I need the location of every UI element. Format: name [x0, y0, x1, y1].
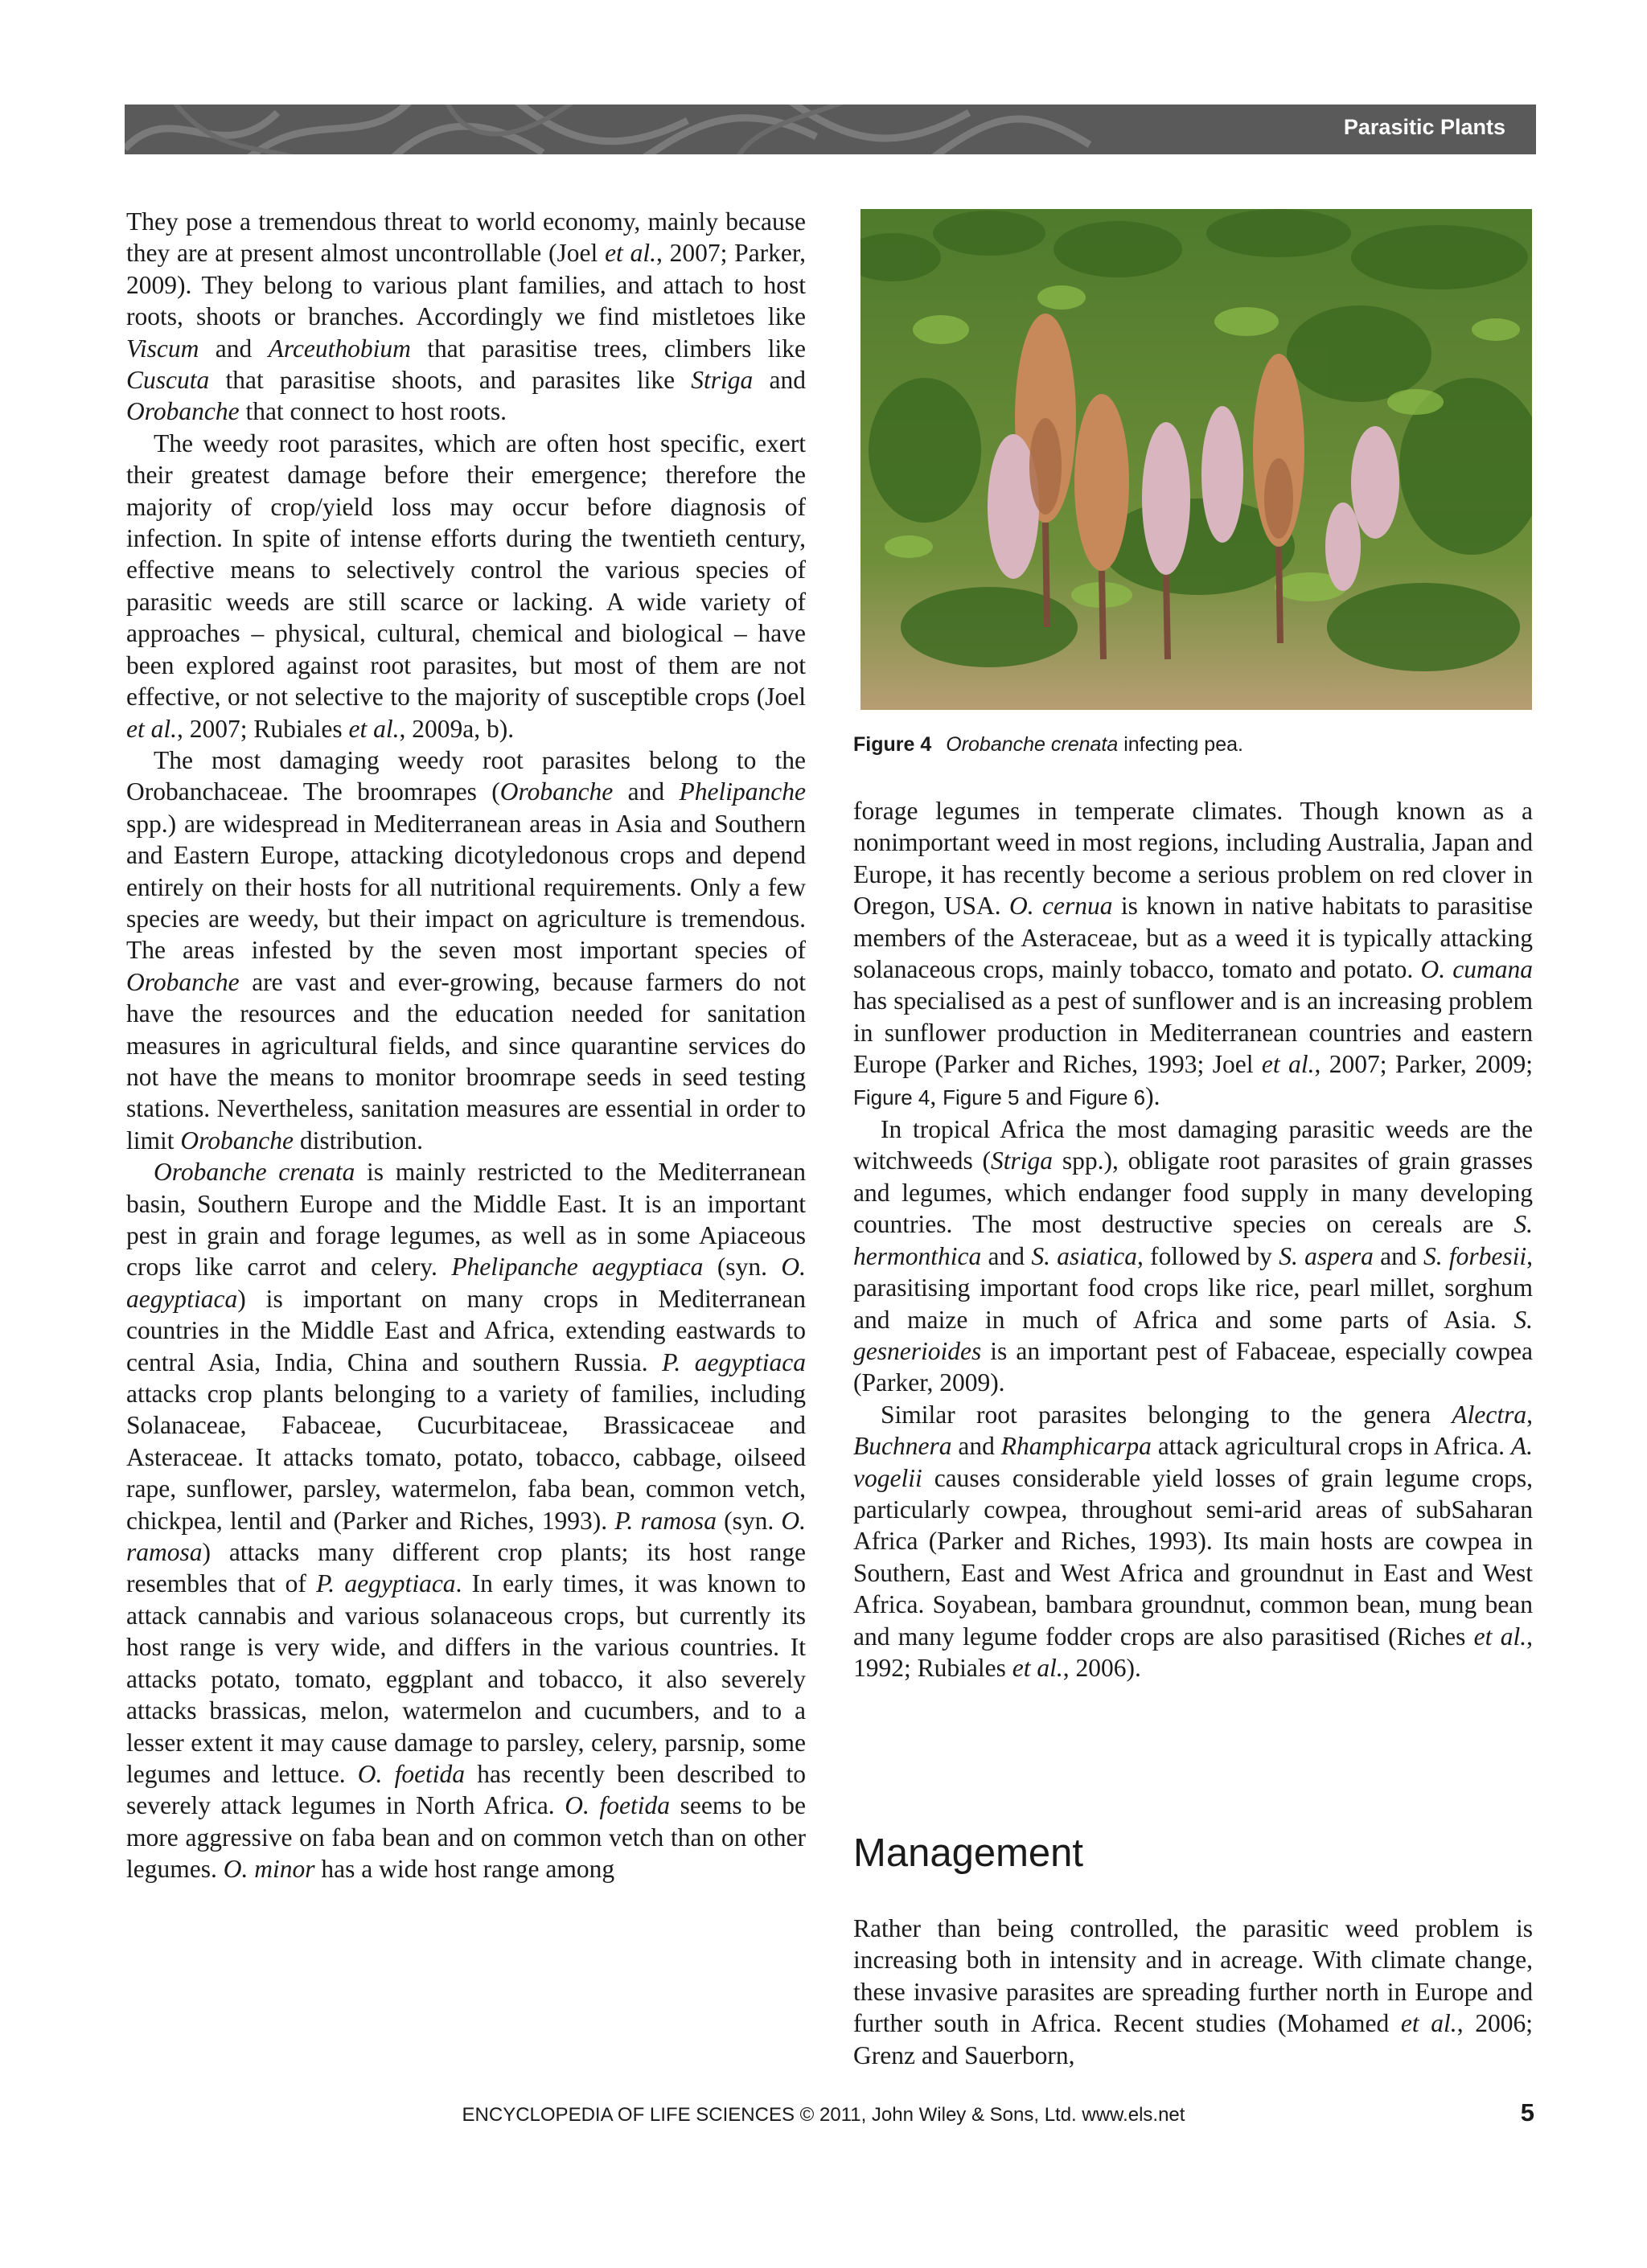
text-run: spp.), obligate root parasites of grain grasses and legumes, which endanger food supply in many developing countries. The most destructive species on cereals are: [853, 1146, 1533, 1239]
body-paragraph: [853, 1913, 1533, 2071]
figure-reference-link[interactable]: Figure 6: [1068, 1085, 1146, 1109]
text-run: and: [753, 366, 806, 395]
right-column: [853, 795, 1533, 1684]
orobanche-photo-illustration: [860, 209, 1532, 710]
text-run: ,: [1526, 1400, 1533, 1429]
body-paragraph: [126, 206, 806, 428]
text-run: that connect to host roots.: [239, 397, 507, 426]
italic-term: Striga: [691, 366, 754, 395]
text-run: is known in native habitats to parasitise members of the Asteraceae, but as a weed it is typically attacking solanaceous crops, mainly tobacco, tomato and potato.: [853, 892, 1533, 984]
italic-term: S. hermonthica: [853, 1210, 1533, 1270]
text-run: The most damaging weedy root parasites belong to the Orobanchaceae. The broomrapes (: [126, 745, 806, 806]
italic-term: Orobanche crenata: [154, 1158, 355, 1187]
figure-caption: [853, 733, 1533, 757]
text-run: is an important pest of Fabaceae, especially cowpea (Parker, 2009).: [853, 1336, 1533, 1397]
italic-term: Orobanche: [126, 397, 240, 426]
text-run: causes considerable yield losses of grain legume crops, particularly cowpea, throughout semi-arid areas of subSaharan Africa (Parker and Riches, 1993). Its main hosts are cowpea in Southern, East and West Africa and groundnut in East and West Africa. Soyabean, bambara groundnut, common bean, mung bean and many legume fodder crops are also parasitised (Riches: [853, 1463, 1533, 1651]
header-decoration: [125, 105, 1536, 154]
text-run: is mainly restricted to the Mediterranean basin, Southern Europe and the Middle East. It is an important pest in grain and forage legumes, as well as in some Apiaceous crops like carrot and celery.: [126, 1158, 806, 1282]
italic-term: et al.: [348, 714, 400, 743]
text-run: In tropical Africa the most damaging parasitic weeds are the witchweeds (: [853, 1115, 1533, 1175]
text-run: and: [951, 1432, 1001, 1461]
italic-term: Orobanche: [499, 777, 614, 806]
italic-term: Alectra: [1452, 1400, 1527, 1429]
text-run: has recently been described to severely attack legumes in North Africa.: [126, 1759, 806, 1820]
italic-term: P. aegyptiaca: [316, 1569, 456, 1598]
text-run: and: [981, 1241, 1032, 1270]
text-run: (syn.: [716, 1506, 782, 1535]
italic-term: O. foetida: [357, 1759, 466, 1788]
text-run: has a wide host range among: [314, 1855, 615, 1884]
italic-term: Viscum: [126, 334, 199, 363]
italic-term: P. aegyptiaca: [662, 1347, 806, 1376]
body-paragraph: [853, 1399, 1533, 1684]
text-run: distribution.: [293, 1126, 423, 1155]
text-run: , 1992; Rubiales: [853, 1622, 1533, 1682]
text-run: ,: [930, 1081, 943, 1110]
header-title: Parasitic Plants: [1343, 115, 1505, 139]
italic-term: Phelipanche: [679, 777, 806, 806]
text-run: attacks crop plants belonging to a variety of families, including Solanaceae, Fabaceae, Cucurbitaceae, Brassicaceae and Asteraceae. It attacks tomato, potato, tobacco, cabbage, oilseed rape, sunflower, parsley, watermelon, faba bean, common vetch, chickpea, lentil and (Parker and Riches, 1993).: [126, 1380, 806, 1535]
italic-term: S. asiatica: [1031, 1241, 1137, 1270]
figure-reference-link[interactable]: Figure 4: [853, 1085, 930, 1109]
section-heading-management: Management: [853, 1831, 1084, 1875]
italic-term: Phelipanche aegyptiaca: [451, 1253, 704, 1282]
italic-term: et al.: [126, 714, 177, 743]
text-run: . In early times, it was known to attack cannabis and various solanaceous crops, but currently its host range is very wide, and differs in the various countries. It attacks potato, tomato, eggplant and tobacco, it also severely attacks brassicas, melon, watermelon and cucumbers, and to a lesser extent it may cause damage to parsley, celery, parsnip, some legumes and lettuce.: [126, 1569, 806, 1788]
italic-term: O. foetida: [565, 1791, 670, 1820]
figure-caption-species: Orobanche crenata: [946, 733, 1119, 756]
text-run: that parasitise trees, climbers like: [410, 334, 806, 363]
italic-term: O. ramosa: [126, 1506, 806, 1567]
figure-4-photo: [860, 209, 1532, 710]
italic-term: O. minor: [223, 1855, 315, 1884]
italic-term: Buchnera: [853, 1432, 952, 1461]
body-paragraph: [126, 1156, 806, 1885]
text-run: and: [1019, 1081, 1069, 1110]
text-run: Similar root parasites belonging to the genera: [881, 1400, 1452, 1429]
body-paragraph: [126, 744, 806, 1156]
body-paragraph: [853, 795, 1533, 1113]
italic-term: S. forbesii: [1423, 1241, 1527, 1270]
text-run: and: [1373, 1241, 1423, 1270]
figure-label: Figure 4: [853, 733, 932, 756]
figure-caption-text: infecting pea.: [1118, 733, 1243, 756]
text-run: , 2007; Parker, 2009). They belong to various plant families, and attach to host roots, shoots or branches. Accordingly we find mistletoes like: [126, 239, 806, 331]
figure-reference-link[interactable]: Figure 5: [943, 1085, 1020, 1109]
text-run: , 2007; Rubiales: [177, 714, 349, 743]
italic-term: et al.: [1473, 1622, 1527, 1651]
text-run: , 2006).: [1062, 1653, 1141, 1682]
italic-term: et al.: [1261, 1050, 1315, 1079]
text-run: The weedy root parasites, which are often host specific, exert their greatest damage before their emergence; therefore the majority of crop/yield loss may occur before diagnosis of infection. In spite of intense efforts during the twentieth century, effective means to selectively control the various species of parasitic weeds are still scarce or lacking. A wide variety of approaches – physical, cultural, chemical and biological – have been explored against root parasites, but most of them are not effective, or not selective to the majority of susceptible crops (Joel: [126, 429, 806, 712]
italic-term: Rhamphicarpa: [1000, 1432, 1152, 1461]
text-run: , parasitising important food crops like rice, pearl millet, sorghum and maize in much of Africa and some parts of Asia.: [853, 1241, 1534, 1334]
italic-term: O. aegyptiaca: [126, 1253, 807, 1313]
text-run: spp.) are widespread in Mediterranean areas in Asia and Southern and Eastern Europe, attacking dicotyledonous crops and depend entirely on their hosts for all nutritional requirements. Only a few species are weedy, but their impact on agriculture is tremendous. The areas infested by the seven most important species of: [126, 809, 806, 965]
text-run: attack agricultural crops in Africa.: [1151, 1432, 1511, 1461]
italic-term: Arceuthobium: [268, 334, 411, 363]
running-header: [125, 105, 1536, 154]
italic-term: P. ramosa: [614, 1506, 717, 1535]
italic-term: Cuscuta: [126, 366, 210, 395]
italic-term: Orobanche: [180, 1126, 294, 1155]
page-number: 5: [1520, 2098, 1534, 2127]
italic-term: et al.: [605, 239, 656, 268]
italic-term: S. aspera: [1279, 1241, 1374, 1270]
text-run: Rather than being controlled, the parasitic weed problem is increasing both in intensity and in acreage. With climate change, these invasive parasites are spreading further north in Europe and further south in Africa. Recent studies (Mohamed: [853, 1914, 1533, 2038]
text-run: and: [199, 334, 269, 363]
text-run: ) is important on many crops in Mediterranean countries in the Middle East and Africa, extending eastwards to central Asia, India, China and southern Russia.: [126, 1284, 806, 1376]
text-run: seems to be more aggressive on faba bean and on common vetch than on other legumes.: [126, 1791, 807, 1884]
text-run: , followed by: [1136, 1241, 1279, 1270]
italic-term: Striga: [991, 1146, 1054, 1175]
text-run: , 2006; Grenz and Sauerborn,: [853, 2009, 1533, 2069]
left-column: [126, 206, 806, 1885]
italic-term: O. cernua: [1009, 892, 1113, 921]
text-run: forage legumes in temperate climates. Though known as a nonimportant weed in most regions, including Australia, Japan and Europe, it has recently become a serious problem on red clover in Oregon, USA.: [853, 797, 1533, 921]
italic-term: Orobanche: [126, 967, 240, 996]
text-run: has specialised as a pest of sunflower and is an increasing problem in sunflower production in Mediterranean countries and eastern Europe (Parker and Riches, 1993; Joel: [853, 986, 1533, 1079]
page-footer: ENCYCLOPEDIA OF LIFE SCIENCES © 2011, John Wiley & Sons, Ltd. www.els.net: [462, 2104, 1185, 2126]
body-paragraph: [853, 1113, 1533, 1399]
text-run: ) attacks many different crop plants; its host range resembles that of: [126, 1538, 806, 1598]
italic-term: O. cumana: [1420, 955, 1534, 984]
text-run: and: [613, 777, 680, 806]
italic-term: S. gesnerioides: [853, 1305, 1533, 1365]
text-run: ).: [1145, 1081, 1160, 1110]
text-run: are vast and ever-growing, because farmers do not have the resources and the education needed for sanitation measures in agricultural fields, and since quarantine services do not have the means to monitor broomrape seeds in seed testing stations. Nevertheless, sanitation measures are essential in order to limit: [126, 967, 806, 1155]
italic-term: et al.: [1400, 2009, 1457, 2038]
management-section: [853, 1913, 1533, 2071]
italic-term: et al.: [1012, 1653, 1063, 1682]
text-run: , 2009a, b).: [399, 714, 515, 743]
text-run: They pose a tremendous threat to world economy, mainly because they are at present almost uncontrollable (Joel: [126, 207, 806, 268]
text-run: , 2007; Parker, 2009;: [1314, 1050, 1533, 1079]
body-paragraph: [126, 428, 806, 744]
text-run: (syn.: [703, 1253, 782, 1282]
text-run: that parasitise shoots, and parasites like: [209, 366, 692, 395]
italic-term: A. vogelii: [853, 1432, 1533, 1492]
